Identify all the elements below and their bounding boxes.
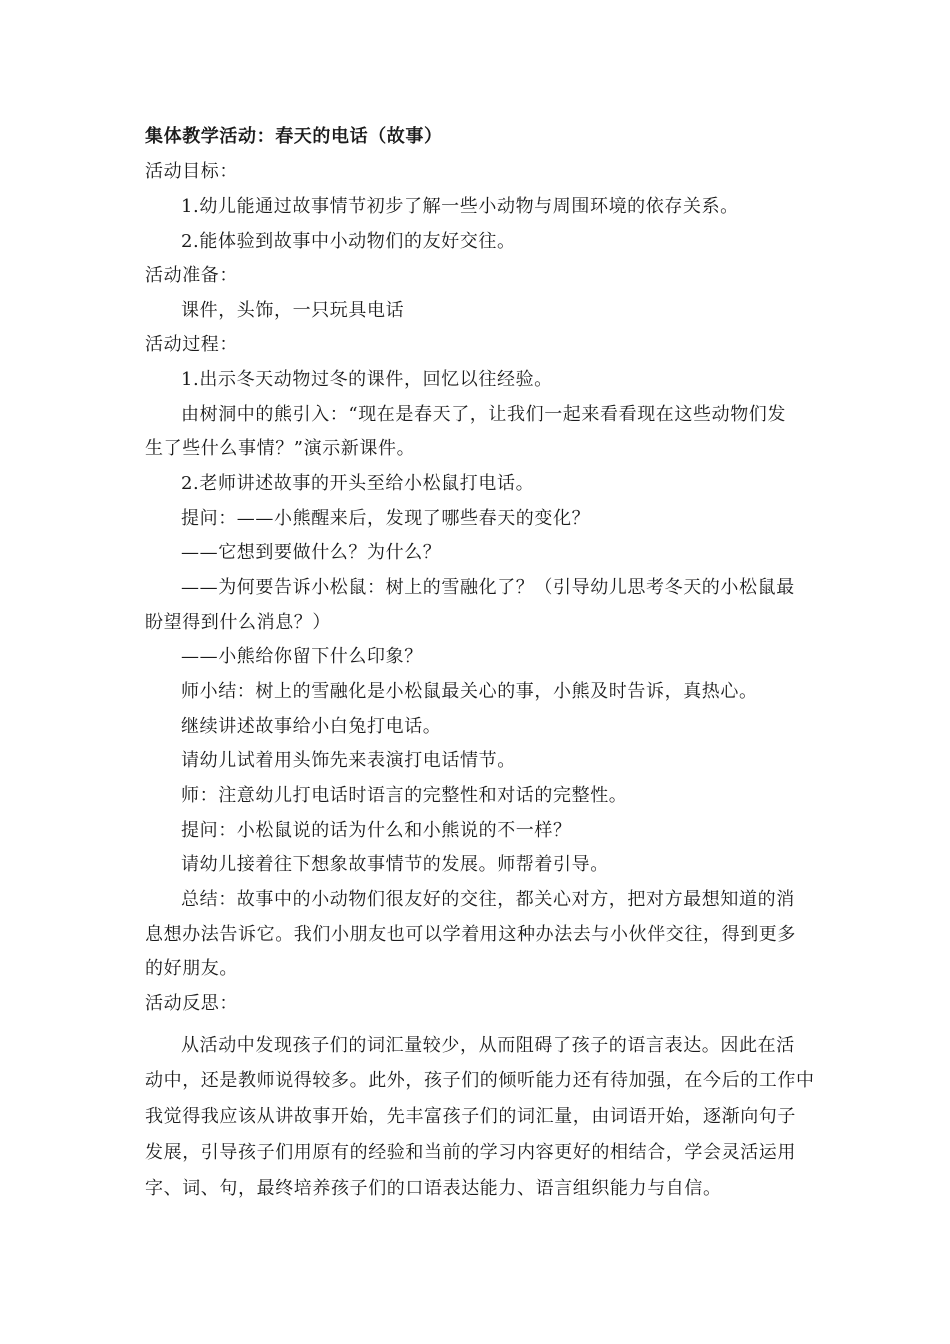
process-line: 1.出示冬天动物过冬的课件，回忆以往经验。 bbox=[181, 369, 553, 390]
reflection-line: 从活动中发现孩子们的词汇量较少，从而阻碍了孩子的语言表达。因此在活 bbox=[181, 1035, 795, 1056]
process-line: 息想办法告诉它。我们小朋友也可以学着用这种办法去与小伙伴交往，得到更多 bbox=[145, 924, 796, 945]
process-line: 的好朋友。 bbox=[145, 958, 238, 979]
reflection-line: 我觉得我应该从讲故事开始，先丰富孩子们的词汇量，由词语开始，逐渐向句子 bbox=[145, 1106, 796, 1127]
goal-line: 2.能体验到故事中小动物们的友好交往。 bbox=[181, 231, 516, 252]
process-line: 提问：小松鼠说的话为什么和小熊说的不一样？ bbox=[181, 820, 572, 841]
process-line: ——小熊给你留下什么印象？ bbox=[181, 646, 423, 667]
process-line: 师小结：树上的雪融化是小松鼠最关心的事，小熊及时告诉，真热心。 bbox=[181, 681, 758, 702]
section-heading-goals: 活动目标： bbox=[145, 161, 238, 182]
reflection-line: 字、词、句，最终培养孩子们的口语表达能力、语言组织能力与自信。 bbox=[145, 1178, 722, 1199]
section-heading-process: 活动过程： bbox=[145, 334, 238, 355]
process-line: 生了些什么事情？”演示新课件。 bbox=[145, 438, 416, 459]
reflection-line: 发展，引导孩子们用原有的经验和当前的学习内容更好的相结合，学会灵活运用 bbox=[145, 1142, 796, 1163]
process-line: 盼望得到什么消息？） bbox=[145, 612, 331, 633]
document-title: 集体教学活动：春天的电话（故事） bbox=[145, 126, 443, 147]
section-heading-reflection: 活动反思： bbox=[145, 993, 238, 1014]
process-line: 师：注意幼儿打电话时语言的完整性和对话的完整性。 bbox=[181, 785, 628, 806]
process-line: 2.老师讲述故事的开头至给小松鼠打电话。 bbox=[181, 473, 535, 494]
goal-line: 1.幼儿能通过故事情节初步了解一些小动物与周围环境的依存关系。 bbox=[181, 196, 739, 217]
preparation-line: 课件，头饰，一只玩具电话 bbox=[181, 300, 405, 321]
process-line: 提问：——小熊醒来后，发现了哪些春天的变化？ bbox=[181, 508, 591, 529]
process-line: 请幼儿接着往下想象故事情节的发展。师帮着引导。 bbox=[181, 854, 609, 875]
reflection-line: 动中，还是教师说得较多。此外，孩子们的倾听能力还有待加强，在今后的工作中 bbox=[145, 1070, 815, 1091]
process-line: 由树洞中的熊引入：“现在是春天了，让我们一起来看看现在这些动物们发 bbox=[181, 404, 786, 425]
section-heading-preparation: 活动准备： bbox=[145, 265, 238, 286]
process-line: 继续讲述故事给小白兔打电话。 bbox=[181, 716, 442, 737]
process-line: 请幼儿试着用头饰先来表演打电话情节。 bbox=[181, 750, 516, 771]
process-line: ——它想到要做什么？为什么？ bbox=[181, 542, 442, 563]
process-line: 总结：故事中的小动物们很友好的交往，都关心对方，把对方最想知道的消 bbox=[181, 889, 795, 910]
process-line: ——为何要告诉小松鼠：树上的雪融化了？（引导幼儿思考冬天的小松鼠最 bbox=[181, 577, 795, 598]
